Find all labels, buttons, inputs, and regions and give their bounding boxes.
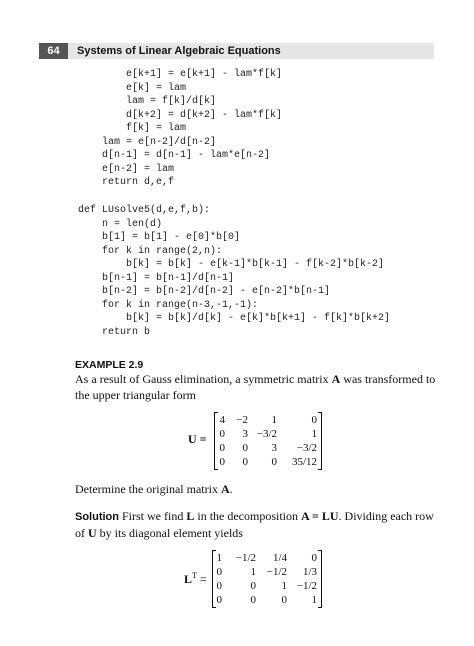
solution-text: in the decomposition: [194, 509, 302, 523]
matrix-cell: −3/2: [256, 428, 277, 440]
matrix-cell: 0: [219, 428, 225, 440]
matrix-row: [214, 441, 322, 455]
code-line: e[n-2] = lam: [78, 163, 175, 175]
matrix-cell: 0: [216, 566, 222, 578]
intro-text-end: was transformed to the upper triangular form: [75, 372, 436, 402]
question-period: .: [229, 482, 233, 496]
equals-sign: =: [196, 572, 207, 586]
solution-lead: Solution: [75, 511, 119, 523]
code-line: n = len(d): [78, 218, 163, 230]
code-line: for k in range(n-3,-1,-1):: [78, 299, 259, 311]
matrix-row: [212, 565, 322, 579]
example-heading: EXAMPLE 2.9: [75, 359, 144, 371]
matrix-cell: 0: [216, 594, 222, 606]
code-line: d[n-1] = d[n-1] - lam*e[n-2]: [78, 150, 271, 161]
matrix-lt-label: [184, 571, 207, 587]
page-number: 64: [39, 43, 68, 59]
matrix-cell: −1/2: [235, 552, 256, 564]
solution-text: . Dividing each row of: [75, 509, 434, 540]
matrix-cell: 0: [219, 442, 225, 454]
matrix-cell: 0: [311, 552, 317, 564]
matrix-cell: 1: [281, 580, 287, 592]
matrix-symbol-a: A: [331, 372, 341, 386]
question-text: Determine the original matrix: [75, 482, 221, 496]
code-line: e[k] = lam: [78, 82, 187, 94]
matrix-cell: 35/12: [291, 456, 317, 468]
matrix-cell: 0: [242, 442, 248, 454]
matrix-cell: 4: [219, 414, 225, 426]
matrix-cell: 1: [311, 594, 317, 606]
matrix-cell: 3: [271, 442, 277, 454]
matrix-lt-symbol: L: [184, 572, 193, 586]
matrix-cell: 0: [281, 594, 287, 606]
matrix-row: [212, 579, 322, 593]
matrix-row: [214, 427, 322, 441]
matrix-cell: 0: [216, 580, 222, 592]
code-line: return b: [78, 326, 151, 338]
matrix-cell: −1/2: [296, 580, 317, 592]
matrix-cell: 0: [250, 580, 256, 592]
matrix-cell: −3/2: [296, 442, 317, 454]
code-line: f[k] = lam: [78, 123, 187, 134]
matrix-cell: 0: [250, 594, 256, 606]
matrix-cell: −1/2: [266, 566, 287, 578]
code-line: b[k] = b[k]/d[k] - e[k]*b[k+1] - f[k]*b[k+2]: [78, 313, 391, 324]
code-line: b[1] = b[1] - e[0]*b[0]: [78, 232, 241, 243]
decomposition-equation: A = LU: [301, 509, 339, 523]
matrix-cell: 1/3: [302, 566, 317, 578]
matrix-cell: 1: [250, 566, 256, 578]
matrix-u: [214, 412, 322, 470]
matrix-row: [212, 551, 322, 565]
matrix-u-label: U =: [188, 432, 207, 446]
matrix-cell: 1/4: [272, 552, 287, 564]
code-line: b[n-2] = b[n-2]/d[n-2] - e[n-2]*b[n-1]: [78, 286, 331, 297]
matrix-row: [212, 593, 322, 607]
matrix-row: [214, 413, 322, 427]
code-line: return d,e,f: [78, 177, 175, 188]
solution-text: by its diagonal element yields: [96, 526, 243, 540]
matrix-cell: 3: [242, 428, 248, 440]
matrix-row: [214, 455, 322, 469]
solution-text: First we find: [119, 509, 187, 523]
code-line: for k in range(2,n):: [78, 245, 223, 257]
code-line: b[n-1] = b[n-1]/d[n-1]: [78, 272, 235, 284]
example-question: [75, 481, 440, 497]
code-line: b[k] = b[k] - e[k-1]*b[k-1] - f[k-2]*b[k-2]: [78, 259, 385, 270]
transpose-superscript: T: [192, 571, 197, 580]
matrix-symbol-u: U: [88, 526, 97, 540]
matrix-lt: [212, 550, 322, 608]
matrix-cell: 0: [242, 456, 248, 468]
matrix-cell: 1: [216, 552, 222, 564]
code-line: lam = f[k]/d[k]: [78, 96, 217, 107]
matrix-cell: 1: [311, 428, 317, 440]
solution-paragraph: [75, 508, 440, 541]
code-line: def LUsolve5(d,e,f,b):: [78, 205, 211, 216]
code-block-ldlt-decomp-tail: [78, 68, 282, 190]
matrix-cell: 0: [311, 414, 317, 426]
matrix-cell: −2: [236, 414, 248, 426]
matrix-cell: 1: [271, 414, 277, 426]
code-line: e[k+1] = e[k+1] - lam*f[k]: [78, 69, 283, 80]
matrix-symbol-l: L: [186, 509, 195, 523]
running-head-title: Systems of Linear Algebraic Equations: [77, 45, 281, 57]
code-line: d[k+2] = d[k+2] - lam*f[k]: [78, 109, 283, 121]
matrix-cell: 0: [219, 456, 225, 468]
code-block-lusolve5: [78, 204, 390, 339]
code-line: lam = e[n-2]/d[n-2]: [78, 136, 217, 148]
matrix-symbol-a: A: [220, 482, 230, 496]
example-intro-paragraph: [75, 371, 440, 403]
running-header: [39, 43, 434, 59]
matrix-cell: 0: [271, 456, 277, 468]
intro-text: As a result of Gauss elimination, a symmetric matrix: [75, 372, 332, 386]
